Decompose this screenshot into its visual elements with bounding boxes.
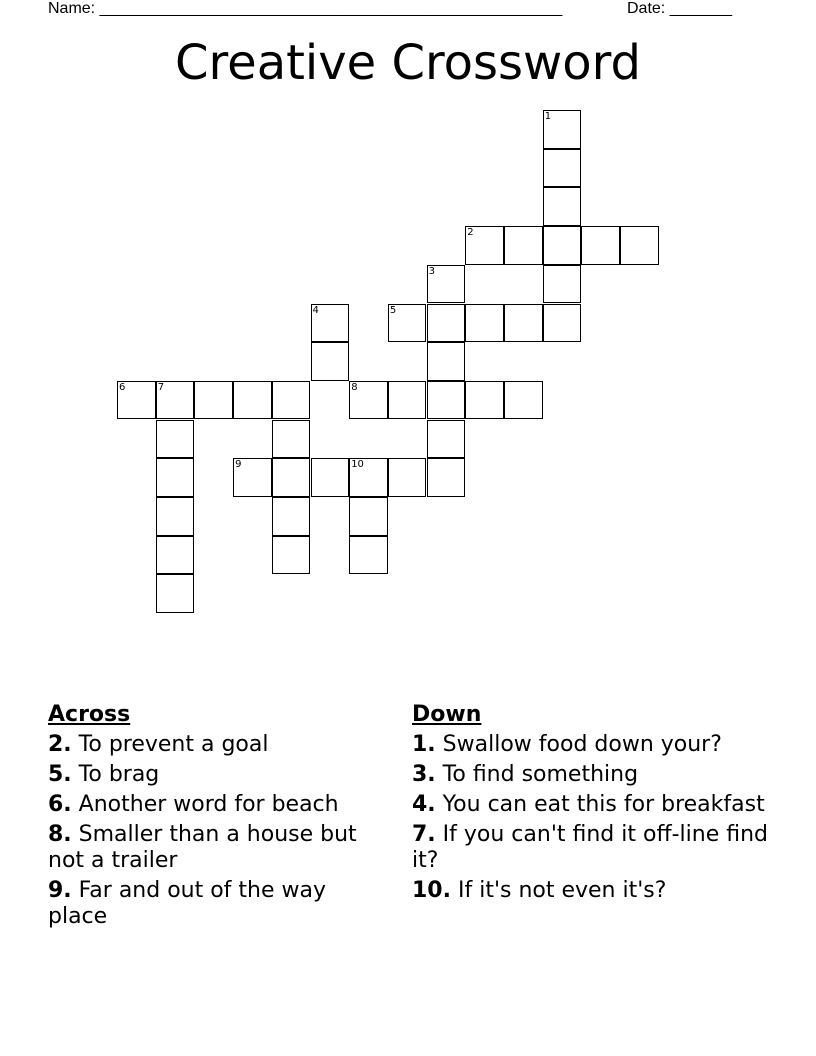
clue-number: 6. — [48, 792, 72, 817]
page-title: Creative Crossword — [174, 35, 642, 91]
grid-cell[interactable] — [427, 381, 466, 420]
grid-cell[interactable] — [543, 110, 582, 149]
cell-number: 8 — [351, 381, 358, 393]
grid-cell[interactable] — [349, 497, 388, 536]
grid-cell[interactable] — [465, 304, 504, 343]
clue-text: Far and out of the way place — [48, 878, 327, 929]
down-clues — [412, 702, 772, 908]
grid-cell[interactable] — [272, 497, 311, 536]
clue-text: You can eat this for breakfast — [435, 792, 765, 817]
cell-number: 5 — [389, 304, 397, 316]
grid-cell[interactable] — [504, 381, 543, 420]
grid-cell[interactable] — [465, 381, 504, 420]
down-clue — [412, 792, 772, 818]
across-heading: Across — [48, 702, 131, 727]
grid-cell[interactable] — [156, 420, 195, 459]
grid-cell[interactable] — [233, 458, 272, 497]
grid-cell[interactable] — [543, 226, 582, 265]
grid-cell[interactable] — [427, 458, 466, 497]
grid-cell[interactable] — [349, 381, 388, 420]
clue-text: To prevent a goal — [71, 732, 269, 757]
cell-number: 7 — [157, 381, 165, 393]
grid-cell[interactable] — [272, 536, 311, 575]
grid-cell[interactable] — [194, 381, 233, 420]
grid-cell[interactable] — [543, 187, 582, 226]
clue-text: To brag — [71, 762, 160, 787]
grid-cell[interactable] — [156, 574, 195, 613]
clue-number: 2. — [48, 732, 72, 757]
clue-number: 5. — [48, 762, 72, 787]
across-clue — [48, 792, 388, 818]
grid-cell[interactable] — [156, 458, 195, 497]
across-clue — [48, 762, 388, 788]
date-field[interactable]: Date: _______ — [627, 0, 732, 17]
grid-cell[interactable] — [311, 304, 350, 343]
clue-number: 8. — [48, 822, 72, 847]
clue-text: Smaller than a house but not a trailer — [48, 822, 357, 873]
grid-cell[interactable] — [156, 381, 195, 420]
cell-number: 4 — [312, 304, 319, 316]
down-clue — [412, 732, 772, 758]
down-clue — [412, 762, 772, 788]
grid-cell[interactable] — [117, 381, 156, 420]
clue-text: If it's not even it's? — [450, 878, 667, 903]
cell-number: 10 — [351, 459, 364, 471]
grid-cell[interactable] — [156, 536, 195, 575]
clue-text: To find something — [435, 762, 639, 787]
grid-cell[interactable] — [427, 304, 466, 343]
clue-text: If you can't find it off-line find it? — [412, 822, 769, 873]
grid-cell[interactable] — [311, 342, 350, 381]
cell-number: 2 — [467, 227, 474, 239]
grid-cell[interactable] — [156, 497, 195, 536]
grid-cell[interactable] — [427, 342, 466, 381]
grid-cell[interactable] — [349, 536, 388, 575]
grid-cell[interactable] — [311, 458, 350, 497]
clue-number: 10. — [412, 878, 451, 903]
grid-cell[interactable] — [620, 226, 659, 265]
down-heading: Down — [412, 702, 482, 727]
cell-number: 1 — [544, 111, 552, 122]
clue-number: 1. — [412, 732, 436, 757]
grid-cell[interactable] — [272, 458, 311, 497]
grid-cell[interactable] — [581, 226, 620, 265]
across-clue — [48, 878, 388, 930]
down-clue — [412, 822, 772, 874]
across-clues — [48, 702, 388, 934]
cell-number: 9 — [235, 459, 242, 471]
grid-cell[interactable] — [272, 381, 311, 420]
clue-number: 4. — [412, 792, 436, 817]
grid-cell[interactable] — [543, 265, 582, 304]
clue-number: 9. — [48, 878, 72, 903]
clue-text: Another word for beach — [71, 792, 339, 817]
cell-number: 3 — [428, 265, 435, 277]
down-clue — [412, 878, 772, 904]
clue-number: 7. — [412, 822, 436, 847]
name-field[interactable]: Name: ____________________________________________________ — [48, 0, 563, 17]
grid-cell[interactable] — [504, 304, 543, 343]
grid-cell[interactable] — [233, 381, 272, 420]
grid-cell[interactable] — [272, 420, 311, 459]
across-clue — [48, 732, 388, 758]
grid-cell[interactable] — [388, 458, 427, 497]
grid-cell[interactable] — [427, 420, 466, 459]
grid-cell[interactable] — [427, 265, 466, 304]
grid-cell[interactable] — [504, 226, 543, 265]
clue-number: 3. — [412, 762, 436, 787]
across-clue — [48, 822, 388, 874]
grid-cell[interactable] — [543, 304, 582, 343]
grid-cell[interactable] — [388, 381, 427, 420]
grid-cell[interactable] — [349, 458, 388, 497]
grid-cell[interactable] — [543, 149, 582, 188]
cell-number: 6 — [119, 381, 126, 393]
grid-cell[interactable] — [388, 304, 427, 343]
grid-cell[interactable] — [465, 226, 504, 265]
clue-text: Swallow food down your? — [435, 732, 722, 757]
